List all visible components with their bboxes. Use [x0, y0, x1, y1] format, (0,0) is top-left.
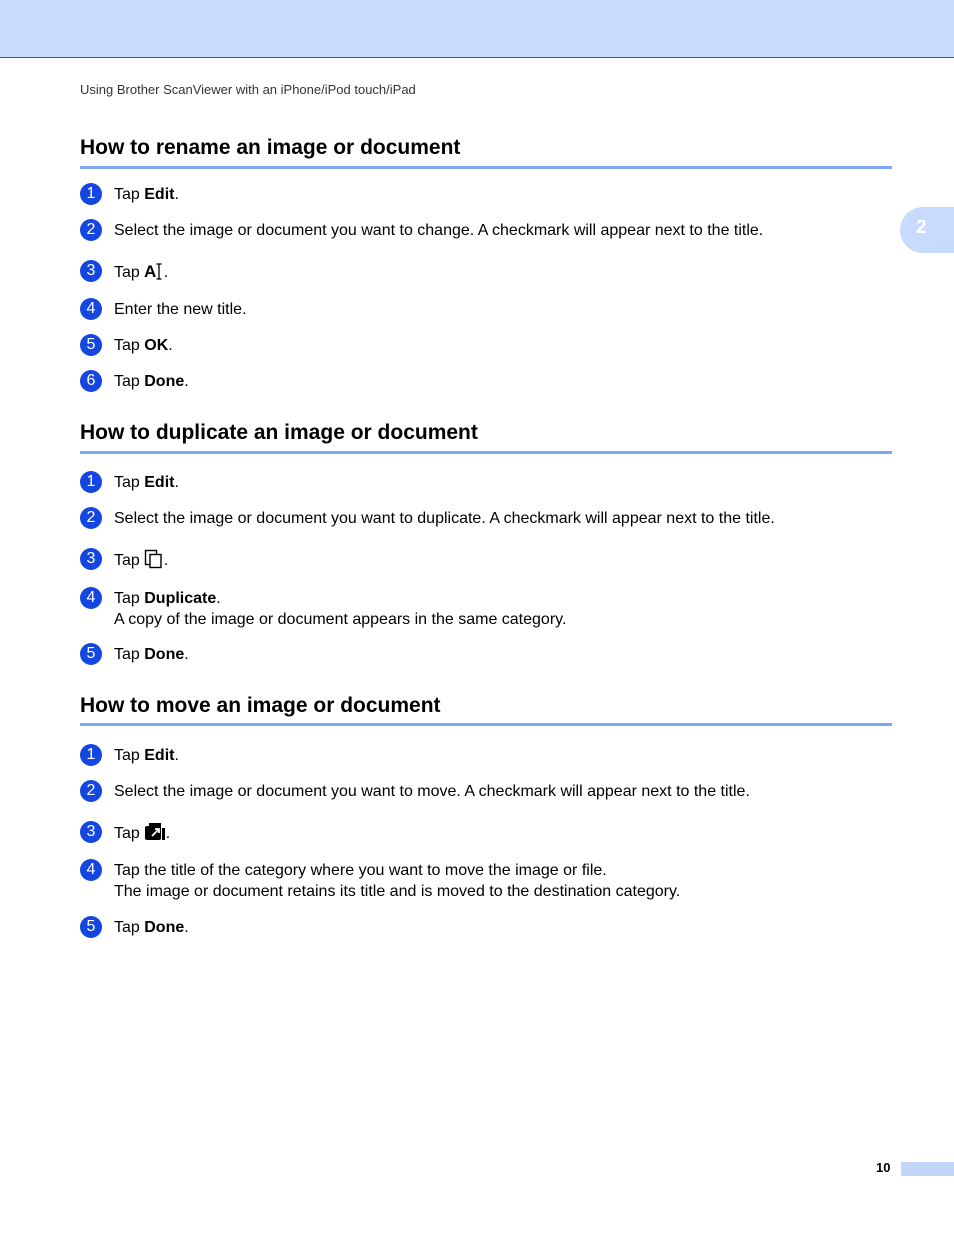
rename-icon — [144, 261, 164, 287]
step-text: Select the image or document you want to change. A checkmark will appear next to the title. — [114, 222, 764, 239]
tap-word: Tap — [114, 825, 140, 842]
ui-term: Done — [144, 919, 185, 936]
step-number: 3 — [80, 548, 102, 570]
step-number: 1 — [80, 471, 102, 493]
page-bar — [901, 1162, 954, 1176]
move-icon — [144, 822, 166, 848]
ui-term: Duplicate — [144, 590, 217, 607]
step-number: 2 — [80, 780, 102, 802]
chapter-number: 2 — [916, 217, 927, 238]
tap-word: Tap — [114, 590, 140, 607]
section-title-move: How to move an image or document — [80, 694, 441, 717]
section-rule — [80, 451, 892, 454]
step-text: Select the image or document you want to duplicate. A checkmark will appear next to the title. — [114, 510, 775, 527]
tap-word: Tap — [114, 747, 140, 764]
section-rule — [80, 166, 892, 169]
step-text: Select the image or document you want to move. A checkmark will appear next to the title. — [114, 783, 750, 800]
ui-term: Done — [144, 646, 185, 663]
section-rule — [80, 723, 892, 726]
step-note: The image or document retains its title and is moved to the destination category. — [114, 883, 681, 900]
svg-text:A: A — [143, 262, 157, 281]
duplicate-icon — [144, 549, 164, 575]
step-number: 5 — [80, 916, 102, 938]
tap-word: Tap — [114, 474, 140, 491]
step-note: A copy of the image or document appears in the same category. — [114, 611, 567, 628]
tap-word: Tap — [114, 646, 140, 663]
step-number: 4 — [80, 859, 102, 881]
step-text: Enter the new title. — [114, 301, 247, 318]
ui-term: Edit — [144, 186, 175, 203]
step-number: 2 — [80, 507, 102, 529]
tap-word: Tap — [114, 919, 140, 936]
step-number: 1 — [80, 183, 102, 205]
step-number: 4 — [80, 298, 102, 320]
step-text: Tap the title of the category where you want to move the image or file. — [114, 862, 607, 879]
ui-term: OK — [144, 337, 169, 354]
step-number: 3 — [80, 260, 102, 282]
running-header: Using Brother ScanViewer with an iPhone/iPod touch/iPad — [80, 82, 416, 97]
chapter-tab — [900, 207, 954, 253]
tap-word: Tap — [114, 337, 140, 354]
step-number: 4 — [80, 587, 102, 609]
step-number: 1 — [80, 744, 102, 766]
tap-word: Tap — [114, 264, 140, 281]
section-title-duplicate: How to duplicate an image or document — [80, 421, 478, 444]
step-number: 2 — [80, 219, 102, 241]
tap-word: Tap — [114, 552, 140, 569]
tap-word: Tap — [114, 373, 140, 390]
step-number: 3 — [80, 821, 102, 843]
top-band — [0, 0, 954, 58]
step-number: 5 — [80, 643, 102, 665]
tap-word: Tap — [114, 186, 140, 203]
ui-term: Edit — [144, 747, 175, 764]
page-number: 10 — [876, 1160, 891, 1175]
section-title-rename: How to rename an image or document — [80, 136, 461, 159]
step-number: 5 — [80, 334, 102, 356]
step-number: 6 — [80, 370, 102, 392]
ui-term: Done — [144, 373, 185, 390]
ui-term: Edit — [144, 474, 175, 491]
